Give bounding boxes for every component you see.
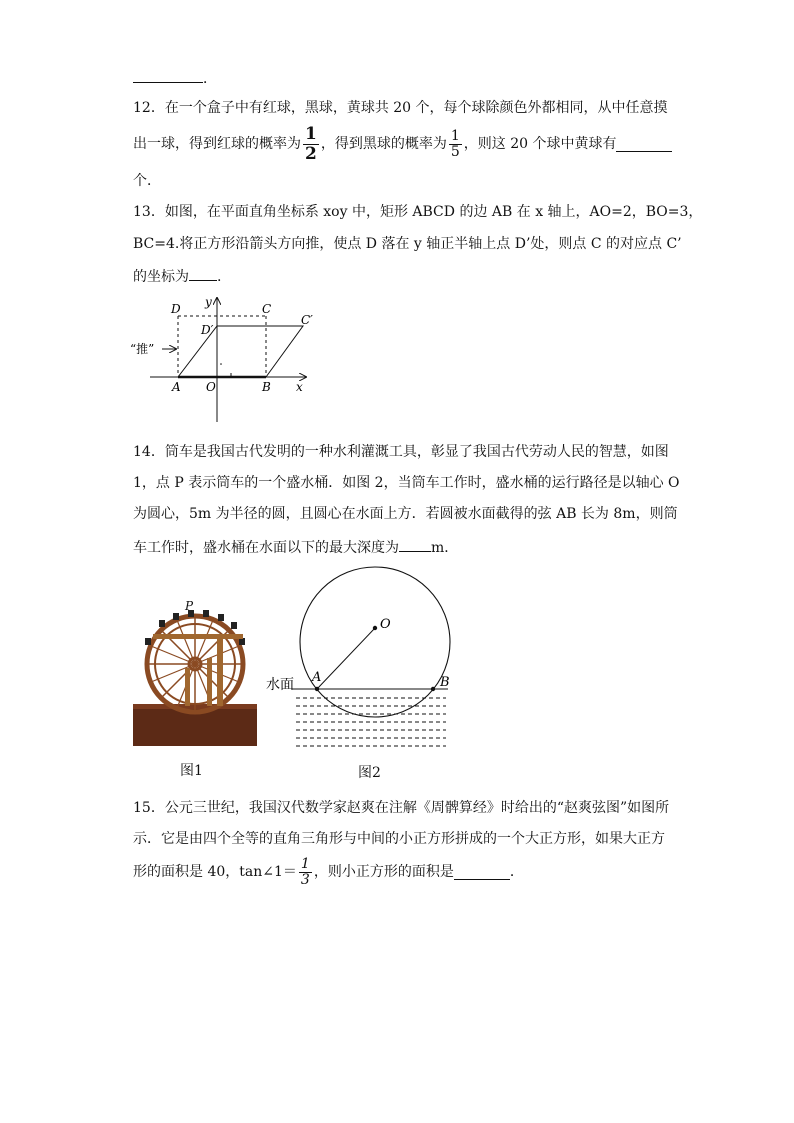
q13-text-b: . (217, 269, 222, 285)
label-d: D (171, 302, 181, 316)
water-wheel-photo (133, 598, 257, 746)
q12-line3: 个． (133, 173, 161, 189)
q15-text-c: ． (509, 864, 524, 880)
fraction-denominator: 5 (450, 143, 460, 160)
wheel-path-circle (300, 567, 450, 717)
point-a (315, 687, 319, 691)
label-p: P (185, 599, 194, 613)
fraction-denominator: 2 (305, 143, 317, 164)
label-x: x (296, 380, 303, 394)
fraction-denominator: 3 (300, 871, 310, 888)
q15-fraction (299, 857, 312, 888)
q14-text-a: 车工作时，盛水桶在水面以下的最大深度为 (133, 540, 399, 556)
answer-blank (454, 865, 510, 880)
q15-line3 (133, 853, 524, 891)
answer-blank (616, 137, 672, 152)
q13-text-a: 的坐标为 (133, 269, 189, 285)
water-surface-label: 水面 (266, 677, 294, 693)
answer-blank (399, 537, 431, 552)
q14-line1: 14．筒车是我国古代发明的一种水利灌溉工具，彰显了我国古代劳动人民的智慧，如图 (133, 444, 669, 460)
label-y: y (205, 295, 212, 309)
push-label: “推” (130, 342, 155, 356)
q15-text-a: 形的面积是 40，tan∠1＝ (133, 864, 297, 880)
label-b: B (262, 380, 271, 394)
q11-tail: ． (203, 71, 217, 87)
q13-line1: 13．如图，在平面直角坐标系 xoy 中，矩形 ABCD 的边 AB 在 x 轴上，AO=2，BO=3， (133, 204, 703, 220)
q15-text-b: ，则小正方形的面积是 (313, 864, 454, 880)
q12-fraction-red (303, 125, 319, 164)
q13-figure (128, 292, 328, 424)
q12-line2 (133, 123, 672, 164)
label-a: A (172, 380, 181, 394)
wheel-icon (147, 616, 243, 712)
q14-line4 (133, 537, 458, 557)
q12-text-a: 出一球，得到红球的概率为 (133, 136, 301, 152)
center-point-o (373, 626, 377, 630)
label-b: B (440, 675, 450, 690)
point-b (431, 687, 435, 691)
water-hatch (296, 698, 446, 746)
figure-2-caption: 图2 (358, 765, 381, 781)
fraction-numerator: 1 (450, 127, 460, 144)
fraction-numerator: 1 (300, 855, 310, 872)
label-o: O (380, 617, 391, 632)
q12-text-b: ，得到黑球的概率为 (320, 136, 447, 152)
q11-tail-line (133, 68, 217, 88)
circle-water-figure (264, 560, 454, 752)
q15-line1: 15．公元三世纪，我国汉代数学家赵爽在注解《周髀算经》时给出的“赵爽弦图”如图所 (133, 800, 670, 816)
q14-line2: 1，点 P 表示筒车的一个盛水桶．如图 2，当筒车工作时，盛水桶的运行路径是以轴心 O (133, 475, 680, 491)
parallelogram (178, 326, 303, 377)
q13-line3 (133, 266, 221, 286)
figure-1-caption: 图1 (180, 763, 203, 779)
q14-text-b: m． (431, 540, 459, 556)
label-d-prime: D′ (201, 323, 214, 337)
q12-line1: 12．在一个盒子中有红球，黑球，黄球共 20 个，每个球除颜色外都相同，从中任意摸 (133, 100, 668, 116)
q12-fraction-black (449, 129, 462, 160)
answer-blank (133, 68, 203, 83)
label-o: O (206, 380, 216, 394)
label-c-prime: C′ (301, 313, 313, 327)
q14-line3: 为圆心，5m 为半径的圆，且圆心在水面上方．若圆被水面截得的弦 AB 长为 8m，则筒 (133, 506, 678, 522)
q13-line2: BC=4.将正方形沿箭头方向推，使点 D 落在 y 轴正半轴上点 D’处，则点 C 的对应点 C’ (133, 236, 682, 252)
fraction-numerator: 1 (305, 123, 317, 144)
q15-line2: 示．它是由四个全等的直角三角形与中间的小正方形拼成的一个大正方形，如果大正方 (133, 831, 665, 847)
dot-mark (220, 363, 222, 365)
answer-blank (189, 266, 217, 281)
radius-oa (317, 628, 375, 689)
q12-text-c: ，则这 20 个球中黄球有 (463, 136, 617, 152)
label-c: C (262, 302, 272, 316)
label-a: A (312, 670, 322, 685)
